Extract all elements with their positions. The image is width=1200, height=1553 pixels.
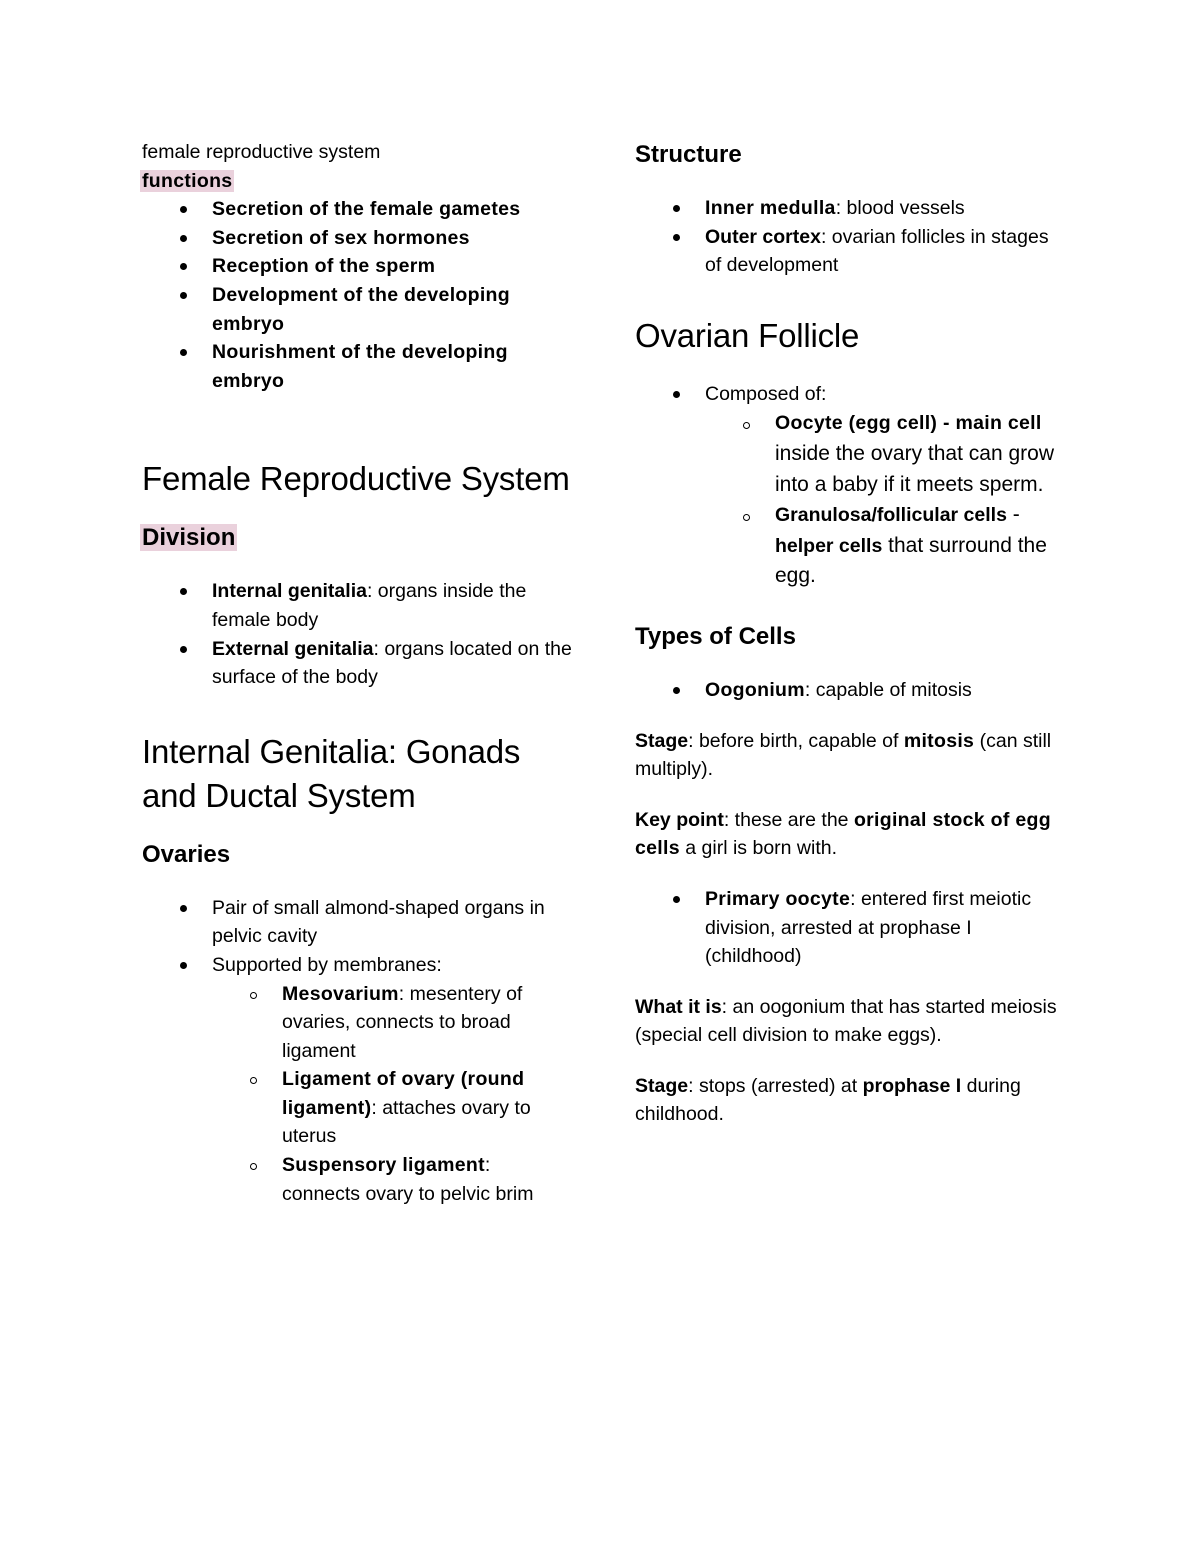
list-item: Supported by membranes: Mesovarium: mesentery of ovaries, connects to broad ligament Ligament of ovary (round ligament): attaches ovary to uterus Suspensory ligament: connects ovary to pelvic brim bbox=[142, 951, 572, 1208]
stage-paragraph-1: Stage: before birth, capable of mitosis (can still multiply). bbox=[635, 729, 1052, 781]
heading-internal-genitalia: Internal Genitalia: Gonads and Ductal System bbox=[142, 732, 521, 814]
ovaries-list bbox=[142, 894, 572, 1209]
list-item: Development of the developing embryo bbox=[142, 281, 572, 338]
division-list bbox=[142, 577, 572, 691]
heading-ovarian-follicle: Ovarian Follicle bbox=[635, 316, 860, 354]
types-of-cells-heading: Types of Cells bbox=[635, 622, 796, 650]
intro-title: female reproductive system bbox=[142, 141, 381, 163]
key-point-paragraph: Key point: these are the original stock of egg cells a girl is born with. bbox=[635, 808, 1051, 860]
what-it-is-paragraph: What it is: an oogonium that has started meiosis (special cell division to make eggs). bbox=[635, 995, 1057, 1047]
primary-oocyte-list bbox=[635, 885, 1065, 971]
heading-female-reproductive-system: Female Reproductive System bbox=[142, 460, 570, 498]
follicle-list bbox=[635, 380, 1065, 592]
list-item: External genitalia: organs located on the surface of the body bbox=[142, 635, 572, 692]
stage-paragraph-2: Stage: stops (arrested) at prophase I during childhood. bbox=[635, 1074, 1021, 1126]
functions-label: functions bbox=[142, 169, 233, 192]
list-item: Oogonium: capable of mitosis bbox=[635, 676, 1065, 705]
list-item: Internal genitalia: organs inside the female body bbox=[142, 577, 572, 634]
ovaries-heading: Ovaries bbox=[142, 840, 231, 868]
list-item: Oocyte (egg cell) - main cell inside the ovary that can grow into a baby if it meets sperm. bbox=[705, 408, 1065, 500]
list-item: Granulosa/follicular cells - helper cells that surround the egg. bbox=[705, 500, 1065, 592]
structure-list bbox=[635, 194, 1065, 280]
list-item: Nourishment of the developing embryo bbox=[142, 338, 572, 395]
components-list bbox=[705, 408, 1065, 592]
list-item: Suspensory ligament: connects ovary to pelvic brim bbox=[212, 1151, 572, 1208]
right-column bbox=[635, 138, 1065, 1129]
list-item: Secretion of the female gametes bbox=[142, 195, 572, 224]
list-item: Composed of: Oocyte (egg cell) - main cell inside the ovary that can grow into a baby if it meets sperm. Granulosa/follicular cells - helper cells that surround the egg. bbox=[635, 380, 1065, 592]
list-item: Secretion of sex hormones bbox=[142, 224, 572, 253]
list-item: Primary oocyte: entered first meiotic division, arrested at prophase I (childhood) bbox=[635, 885, 1065, 971]
list-item: Mesovarium: mesentery of ovaries, connects to broad ligament bbox=[212, 980, 572, 1066]
list-item: Pair of small almond-shaped organs in pelvic cavity bbox=[142, 894, 572, 951]
functions-list bbox=[142, 195, 572, 395]
list-item: Reception of the sperm bbox=[142, 252, 572, 281]
list-item: Inner medulla: blood vessels bbox=[635, 194, 1065, 223]
division-heading: Division bbox=[142, 524, 236, 552]
left-column bbox=[142, 138, 572, 1208]
list-item: Ligament of ovary (round ligament): attaches ovary to uterus bbox=[212, 1065, 572, 1151]
membranes-list bbox=[212, 980, 572, 1209]
list-item: Outer cortex: ovarian follicles in stages of development bbox=[635, 223, 1065, 280]
structure-heading: Structure bbox=[635, 141, 742, 168]
oogonium-list bbox=[635, 676, 1065, 705]
